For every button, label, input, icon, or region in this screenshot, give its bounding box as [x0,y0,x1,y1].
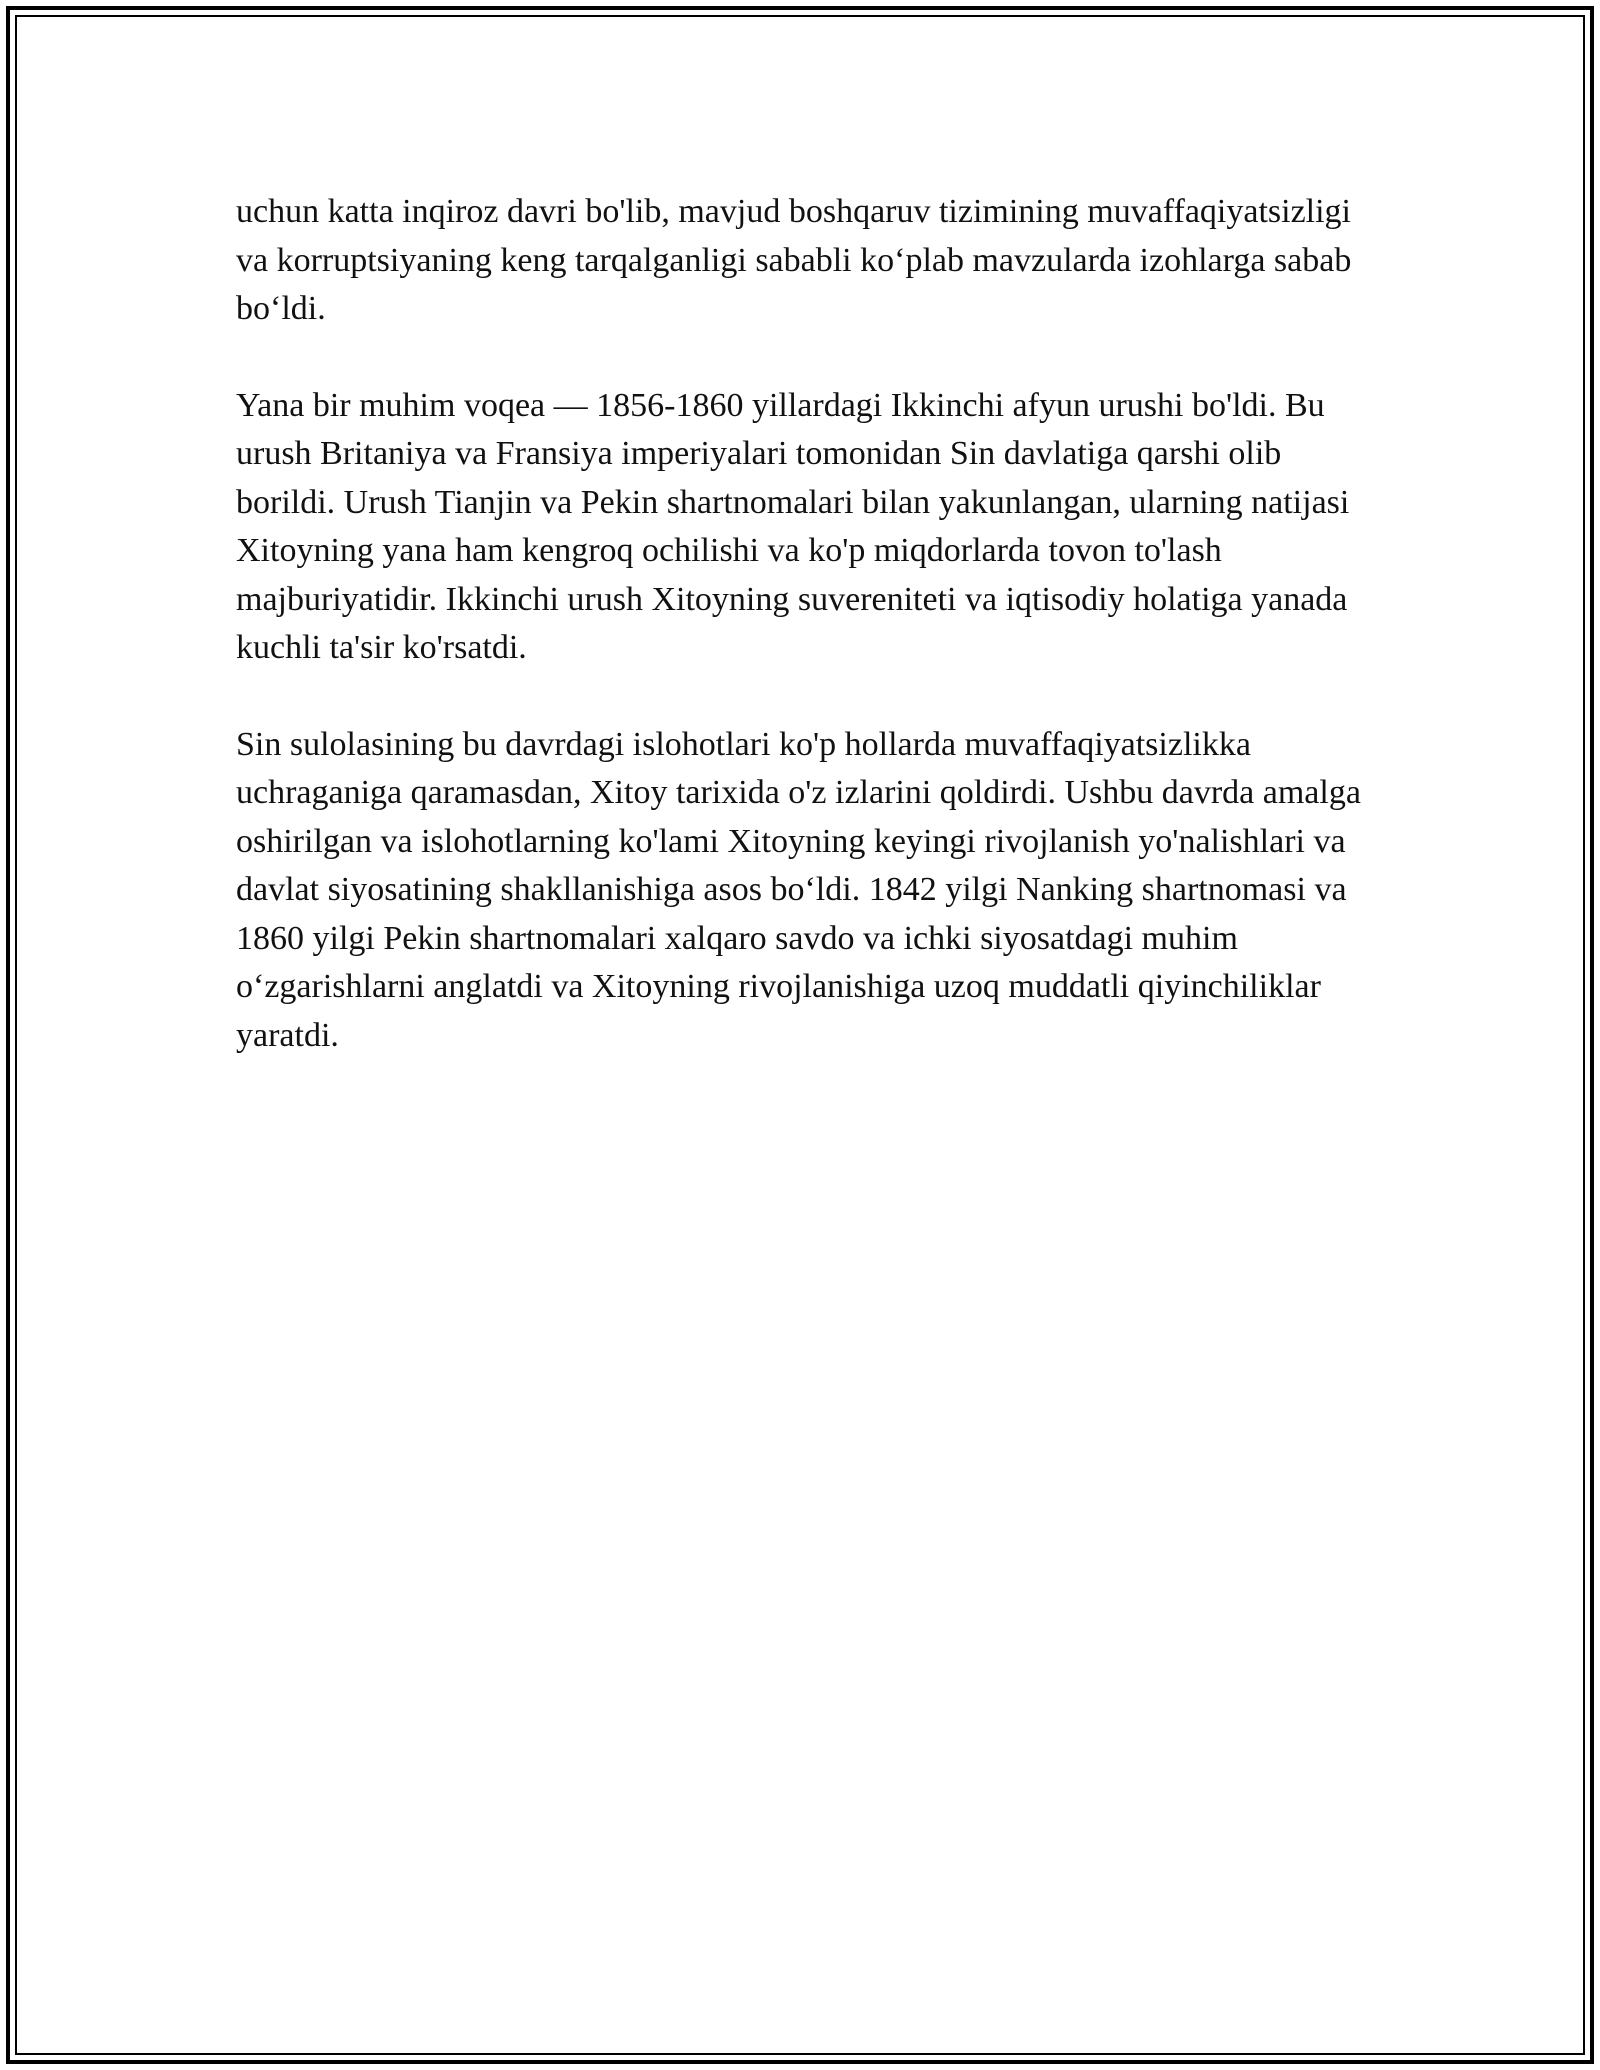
document-body [236,188,1376,1108]
paragraph-2: Yana bir muhim voqea — 1856-1860 yillardagi Ikkinchi afyun urushi bo'ldi. Bu urush Britaniya va Fransiya imperiyalari tomonidan Sin davlatiga qarshi olib borildi. Urush Tianjin va Pekin shartnomalari bilan yakunlangan, ularning natijasi Xitoyning yana ham kengroq ochilishi va ko'p miqdorlarda tovon to'lash majburiyatidir. Ikkinchi urush Xitoyning suvereniteti va iqtisodiy holatiga yanada kuchli ta'sir ko'rsatdi. [236,386,1350,666]
paragraph-1: uchun katta inqiroz davri bo'lib, mavjud boshqaruv tizimining muvaffaqiyatsizligi va korruptsiyaning keng tarqalganligi sababli ko‘plab mavzularda izohlarga sabab bo‘ldi. [236,193,1352,327]
paragraph-3: Sin sulolasining bu davrdagi islohotlari ko'p hollarda muvaffaqiyatsizlikka uchraganiga qaramasdan, Xitoy tarixida o'z izlarini qoldirdi. Ushbu davrda amalga oshirilgan va islohotlarning ko'lami Xitoyning keyingi rivojlanish yo'nalishlari va davlat siyosatining shakllanishiga asos bo‘ldi. 1842 yilgi Nanking shartnomasi va 1860 yilgi Pekin shartnomalari xalqaro savdo va ichki siyosatdagi muhim o‘zgarishlarni anglatdi va Xitoyning rivojlanishiga uzoq muddatli qiyinchiliklar yaratdi. [236,725,1361,1054]
